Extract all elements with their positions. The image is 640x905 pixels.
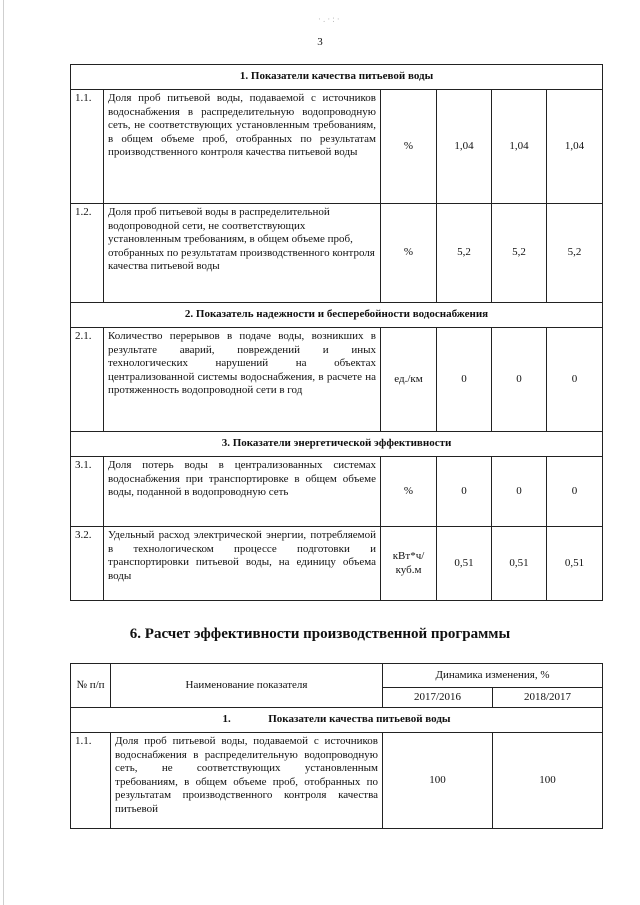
section-title: 3. Показатели энергетической эффективности — [71, 432, 603, 457]
table-row — [71, 90, 603, 204]
row-value: 0 — [437, 457, 492, 527]
section-row — [71, 65, 603, 90]
row-value: 5,2 — [547, 204, 603, 303]
row-description: Доля проб питьевой воды, подаваемой с источников водоснабжения в распределительную водопроводную сеть, не соответствующих установленным требованиям, в общем объеме проб, отобранных по результатам производственного контроля качества питьевой воды — [104, 90, 381, 204]
table-row — [71, 328, 603, 432]
row-value: 0 — [547, 457, 603, 527]
row-number: 1.1. — [71, 733, 111, 829]
row-description: Удельный расход электрической энергии, потребляемой в технологическом процессе подготовки и транспортировки питьевой воды, на единицу объема воды — [104, 527, 381, 601]
section-title: 1. Показатели качества питьевой воды — [71, 65, 603, 90]
row-description: Доля проб питьевой воды в распределительной водопроводной сети, не соответствующих установленным требованиям, в общем объеме проб, отобранных по результатам производственного контроля качества питьевой воды — [104, 204, 381, 303]
row-number: 3.2. — [71, 527, 104, 601]
row-value: 5,2 — [437, 204, 492, 303]
table-row — [71, 527, 603, 601]
row-value: 0,51 — [547, 527, 603, 601]
table-row — [71, 733, 603, 829]
scan-speck: ·.·:· — [318, 14, 342, 24]
section-number: 1. — [222, 713, 231, 726]
table-row — [71, 457, 603, 527]
row-value: 5,2 — [492, 204, 547, 303]
row-number: 1.2. — [71, 204, 104, 303]
row-description: Доля проб питьевой воды, подаваемой с источников водоснабжения в распределительную водопроводную сеть, не соответствующих установленным требованиям, в общем объеме проб, отобранных по результатам производственного контроля качества питьевой — [111, 733, 383, 829]
indicators-table — [70, 64, 603, 601]
row-value: 1,04 — [492, 90, 547, 204]
section-row — [71, 432, 603, 457]
row-value: 0 — [547, 328, 603, 432]
header-row — [71, 664, 603, 688]
row-value: 100 — [383, 733, 493, 829]
row-value: 0 — [492, 457, 547, 527]
row-unit: кВт*ч/ куб.м — [381, 527, 437, 601]
header-num: № п/п — [71, 664, 111, 708]
header-period: 2018/2017 — [493, 688, 603, 708]
row-number: 1.1. — [71, 90, 104, 204]
row-value: 1,04 — [437, 90, 492, 204]
section-heading: 6. Расчет эффективности производственной программы — [129, 626, 511, 642]
row-value: 0 — [437, 328, 492, 432]
section-title — [71, 708, 603, 733]
row-value: 100 — [493, 733, 603, 829]
row-number: 3.1. — [71, 457, 104, 527]
row-unit: % — [381, 90, 437, 204]
row-unit: ед./км — [381, 328, 437, 432]
section-row — [71, 708, 603, 733]
page-number: 3 — [317, 36, 323, 48]
row-value: 0,51 — [492, 527, 547, 601]
scan-edge — [3, 0, 4, 905]
section-title: 2. Показатель надежности и бесперебойности водоснабжения — [71, 303, 603, 328]
table-row — [71, 204, 603, 303]
header-period: 2017/2016 — [383, 688, 493, 708]
section-row — [71, 303, 603, 328]
header-dynamics: Динамика изменения, % — [383, 664, 603, 688]
efficiency-table — [70, 663, 603, 829]
row-description: Количество перерывов в подаче воды, возникших в результате аварий, повреждений и иных технологических нарушений на объектах централизованной системы водоснабжения, в расчете на протяженность водопроводной сети в год — [104, 328, 381, 432]
row-value: 0 — [492, 328, 547, 432]
row-unit: % — [381, 204, 437, 303]
row-unit: % — [381, 457, 437, 527]
header-name: Наименование показателя — [111, 664, 383, 708]
section-label: Показатели качества питьевой воды — [268, 713, 451, 726]
row-value: 1,04 — [547, 90, 603, 204]
row-value: 0,51 — [437, 527, 492, 601]
row-description: Доля потерь воды в централизованных системах водоснабжения при транспортировке в общем объеме воды, поданной в водопроводную сеть — [104, 457, 381, 527]
row-number: 2.1. — [71, 328, 104, 432]
